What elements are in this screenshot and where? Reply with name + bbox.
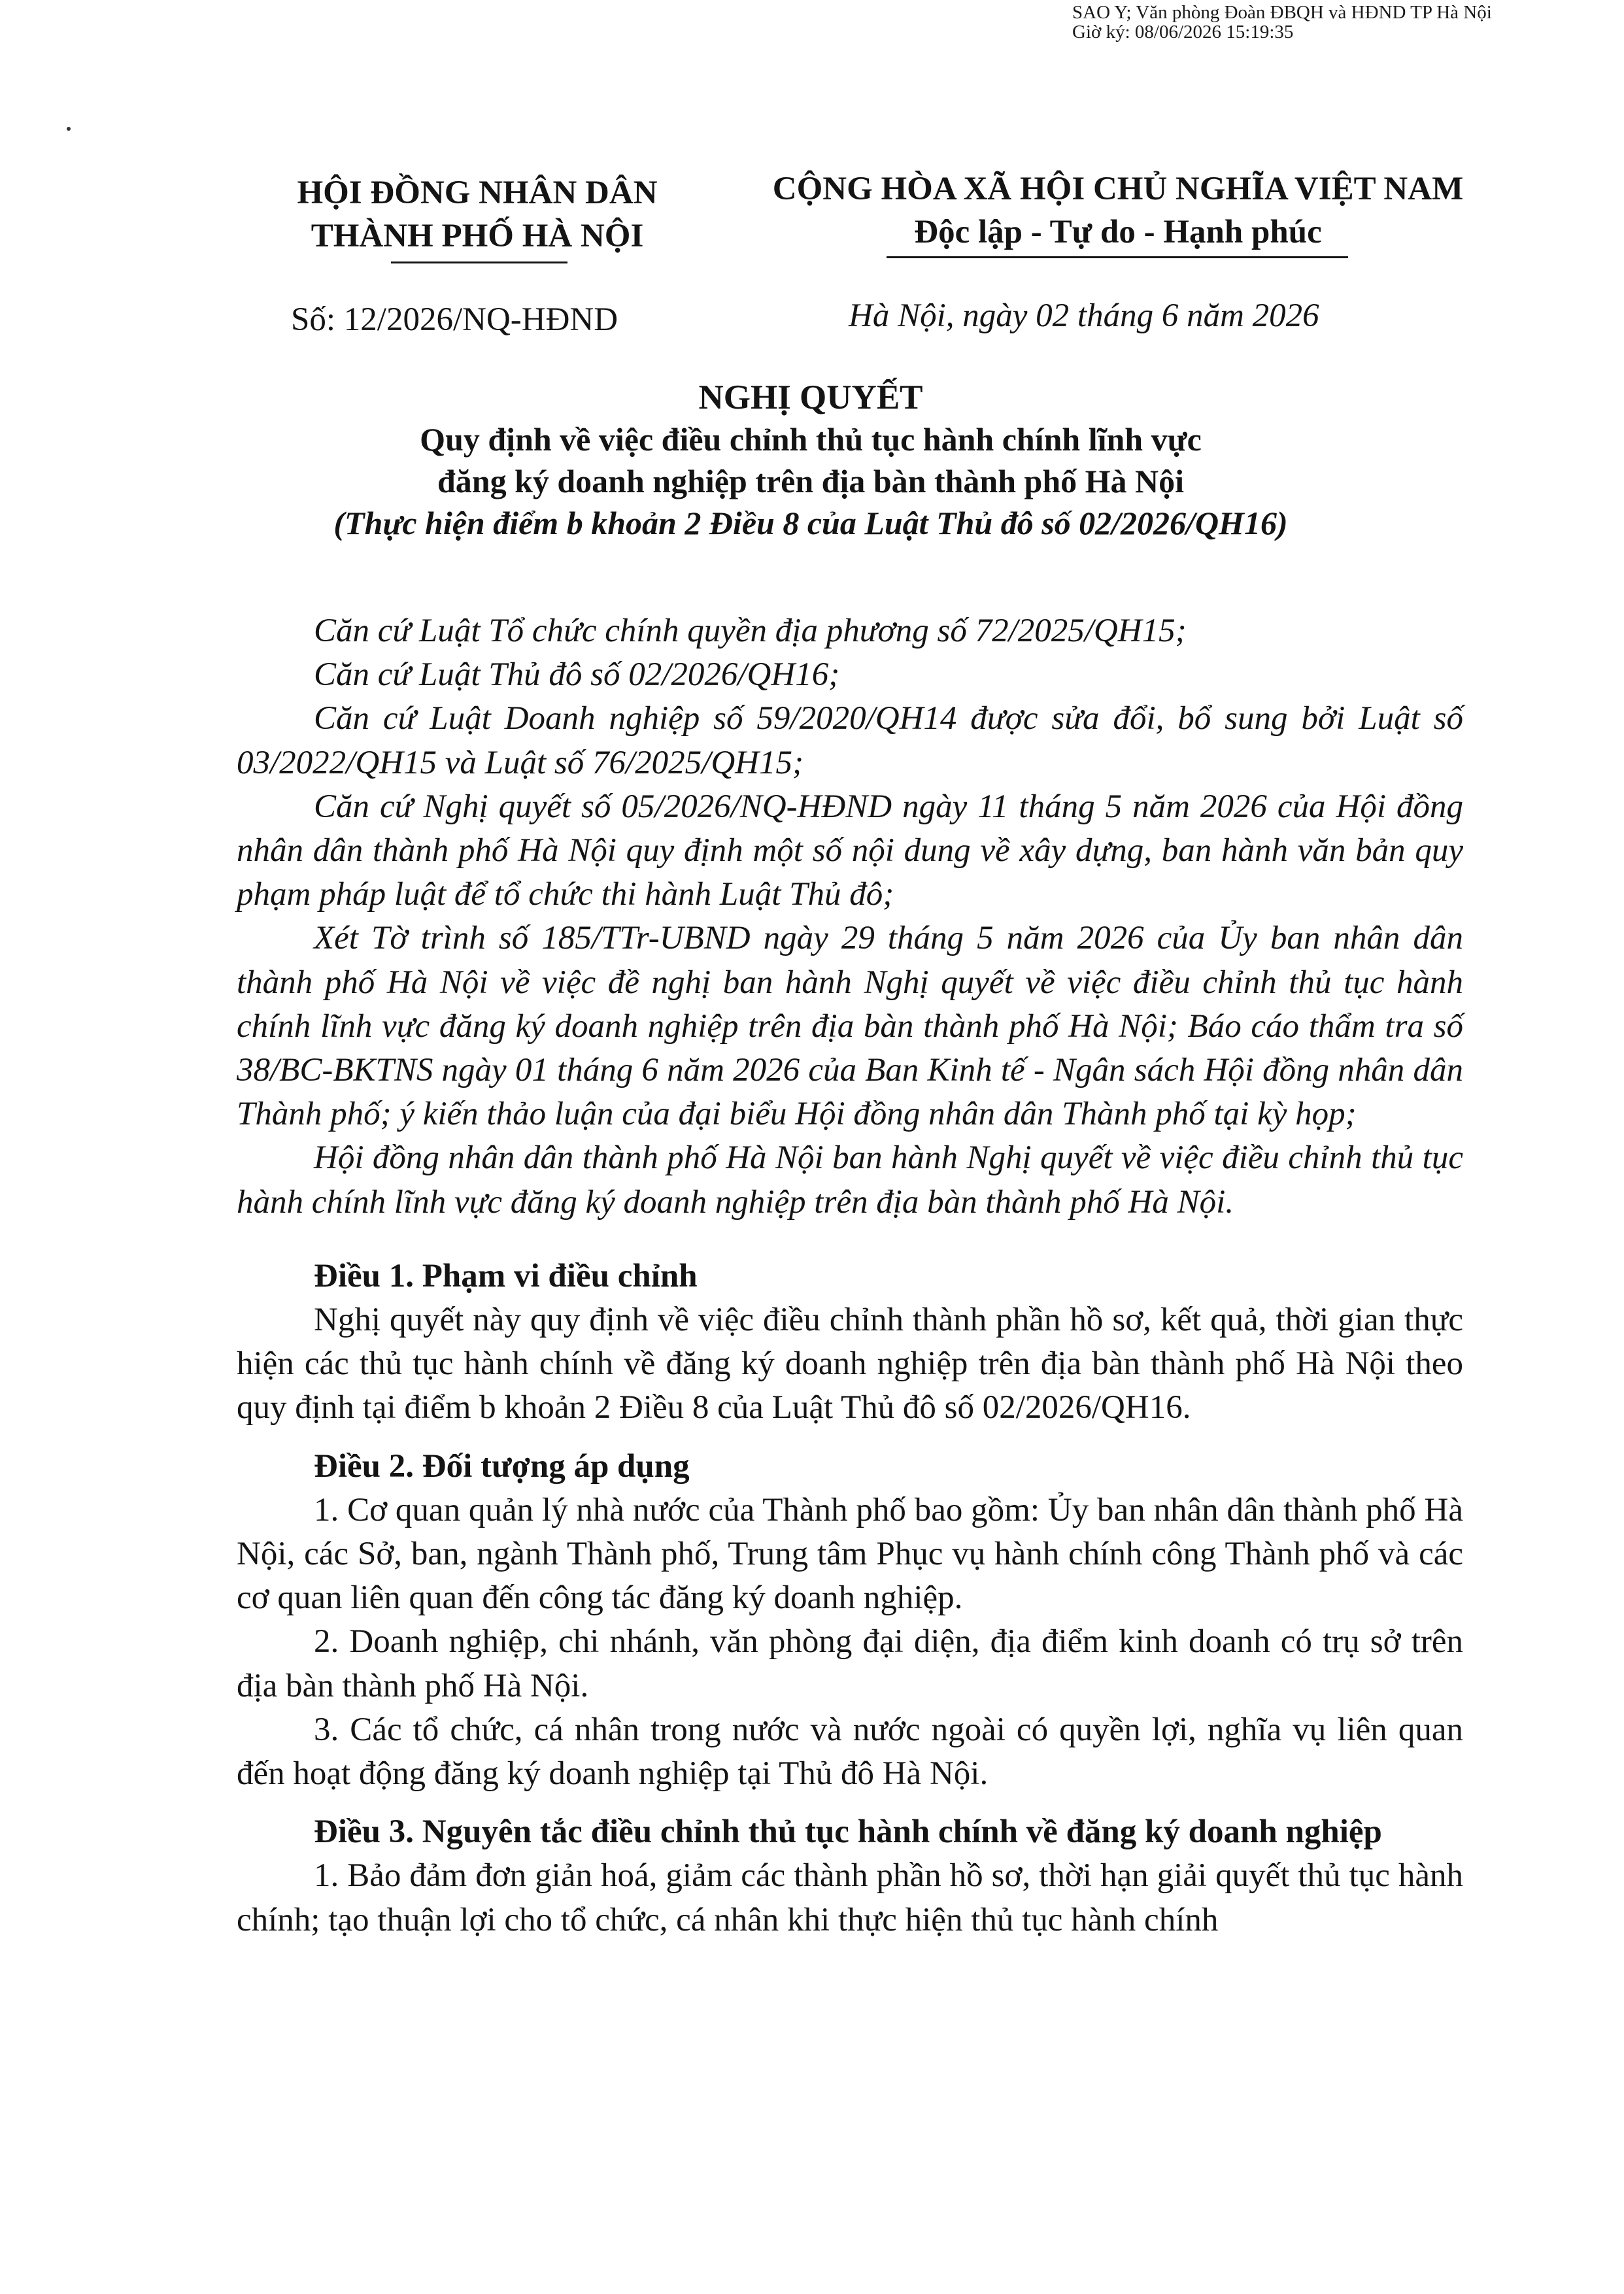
stamp-line-1: SAO Y; Văn phòng Đoàn ĐBQH và HĐND TP Hà Nội <box>1072 2 1492 23</box>
legal-basis-5: Xét Tờ trình số 185/TTr-UBND ngày 29 tháng 5 năm 2026 của Ủy ban nhân dân thành phố Hà Nội về việc đề nghị ban hành Nghị quyết về việc điều chỉnh thủ tục hành chính lĩnh vực đăng ký doanh nghiệp trên địa bàn thành phố Hà Nội; Báo cáo thẩm tra số 38/BC-BKTNS ngày 01 tháng 6 năm 2026 của Ban Kinh tế - Ngân sách Hội đồng nhân dân Thành phố; ý kiến thảo luận của đại biểu Hội đồng nhân dân Thành phố tại kỳ họp; <box>237 920 1463 1133</box>
stamp-line-2: Giờ ký: 08/06/2026 15:19:35 <box>1072 22 1294 42</box>
digital-copy-stamp <box>1072 3 1615 42</box>
place-and-date: Hà Nội, ngày 02 tháng 6 năm 2026 <box>849 297 1319 334</box>
document-type: NGHỊ QUYẾT <box>698 379 923 416</box>
issuer-block <box>255 171 700 258</box>
national-motto-block <box>726 167 1510 254</box>
article-3-paragraph-1: 1. Bảo đảm đơn giản hoá, giảm các thành phần hồ sơ, thời hạn giải quyết thủ tục hành chính; tạo thuận lợi cho tổ chức, cá nhân khi thực hiện thủ tục hành chính <box>237 1857 1463 1938</box>
issuer-underline <box>391 261 567 263</box>
subject-line-2: đăng ký doanh nghiệp trên địa bàn thành phố Hà Nội <box>437 463 1185 499</box>
issuer-line-1: HỘI ĐỒNG NHÂN DÂN <box>297 175 658 211</box>
scan-speck <box>67 127 71 131</box>
subject-line-1: Quy định về việc điều chỉnh thủ tục hành chính lĩnh vực <box>420 421 1202 458</box>
document-body <box>237 609 1463 1942</box>
nation-line-1: CỘNG HÒA XÃ HỘI CHỦ NGHĨA VIỆT NAM <box>772 171 1464 207</box>
article-3-heading: Điều 3. Nguyên tắc điều chỉnh thủ tục hành chính về đăng ký doanh nghiệp <box>314 1813 1382 1851</box>
issuer-line-2: THÀNH PHỐ HÀ NỘI <box>311 218 644 254</box>
title-block <box>196 377 1425 544</box>
subject-line-3: (Thực hiện điểm b khoản 2 Điều 8 của Luật Thủ đô số 02/2026/QH16) <box>333 505 1288 541</box>
legal-basis-3: Căn cứ Luật Doanh nghiệp số 59/2020/QH14 được sửa đổi, bổ sung bởi Luật số 03/2022/QH15 và Luật số 76/2025/QH15; <box>237 700 1463 781</box>
motto-underline <box>887 256 1348 258</box>
legal-basis-2: Căn cứ Luật Thủ đô số 02/2026/QH16; <box>314 656 840 694</box>
article-2-paragraph-2: 2. Doanh nghiệp, chi nhánh, văn phòng đại diện, địa điểm kinh doanh có trụ sở trên địa bàn thành phố Hà Nội. <box>237 1623 1463 1704</box>
enactment-clause: Hội đồng nhân dân thành phố Hà Nội ban hành Nghị quyết về việc điều chỉnh thủ tục hành chính lĩnh vực đăng ký doanh nghiệp trên địa bàn thành phố Hà Nội. <box>237 1139 1463 1221</box>
legal-basis-1: Căn cứ Luật Tổ chức chính quyền địa phương số 72/2025/QH15; <box>314 613 1187 649</box>
article-1-paragraph-1: Nghị quyết này quy định về việc điều chỉnh thành phần hồ sơ, kết quả, thời gian thực hiện các thủ tục hành chính về đăng ký doanh nghiệp trên địa bàn thành phố Hà Nội theo quy định tại điểm b khoản 2 Điều 8 của Luật Thủ đô số 02/2026/QH16. <box>237 1302 1463 1426</box>
article-2-paragraph-1: 1. Cơ quan quản lý nhà nước của Thành phố bao gồm: Ủy ban nhân dân thành phố Hà Nội, các Sở, ban, ngành Thành phố, Trung tâm Phục vụ hành chính công Thành phố và các cơ quan liên quan đến công tác đăng ký doanh nghiệp. <box>237 1491 1463 1617</box>
legal-basis-4: Căn cứ Nghị quyết số 05/2026/NQ-HĐND ngày 11 tháng 5 năm 2026 của Hội đồng nhân dân thành phố Hà Nội quy định một số nội dung về xây dựng, ban hành văn bản quy phạm pháp luật để tổ chức thi hành Luật Thủ đô; <box>237 788 1463 913</box>
article-1-heading: Điều 1. Phạm vi điều chỉnh <box>314 1257 698 1294</box>
article-2-heading: Điều 2. Đối tượng áp dụng <box>314 1447 690 1485</box>
document-number: Số: 12/2026/NQ-HĐND <box>291 301 618 338</box>
article-2-paragraph-3: 3. Các tổ chức, cá nhân trong nước và nước ngoài có quyền lợi, nghĩa vụ liên quan đến hoạt động đăng ký doanh nghiệp tại Thủ đô Hà Nội. <box>237 1711 1463 1793</box>
nation-line-2: Độc lập - Tự do - Hạnh phúc <box>914 214 1322 250</box>
